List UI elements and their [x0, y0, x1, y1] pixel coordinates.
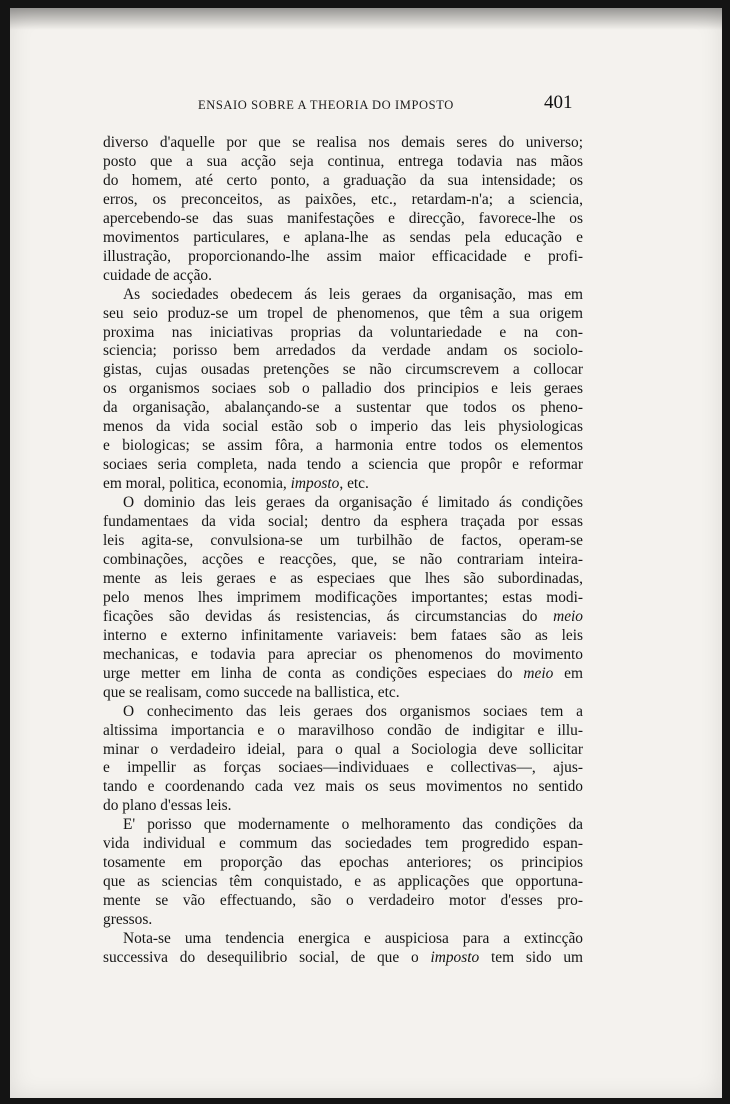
text-line: e impellir as forças sociaes—individuaes e collectivas—, ajus-: [103, 759, 583, 777]
running-title: ENSAIO SOBRE A THEORIA DO IMPOSTO: [198, 98, 454, 112]
text-line: sociaes seria completa, nada tendo a sciencia que propôr e reformar: [103, 456, 583, 474]
text-line: os organismos sociaes sob o palladio dos principios e leis geraes: [103, 380, 583, 398]
text-line: O dominio das leis geraes da organisação é limitado ás condições: [123, 494, 583, 512]
text-line: As sociedades obedecem ás leis geraes da organisação, mas em: [123, 285, 583, 303]
text-line: leis agita-se, convulsiona-se um turbilhão de factos, operam-se: [103, 532, 583, 550]
text-line: da organisação, abalançando-se a sustentar que todos os pheno-: [103, 399, 583, 417]
text-line: tosamente em proporção das epochas anteriores; os principios: [103, 854, 583, 872]
text-line-with-italic: urge metter em linha de conta as condições especiaes do meio em: [103, 664, 583, 682]
text-line: mente as leis geraes e as especiaes que lhes são subordinadas,: [103, 569, 583, 587]
text-line: tando e coordenando cada vez mais os seus movimentos no sentido: [103, 778, 583, 796]
text-line: combinações, acções e reacções, que, se não contrariam inteira-: [103, 550, 583, 568]
text-line: illustração, proporcionando-lhe assim maior efficacidade e profi-: [103, 247, 583, 265]
paragraph-6: [103, 930, 583, 968]
text-line: fundamentaes da vida social; dentro da esphera traçada por essas: [103, 513, 583, 531]
text-line: mechanicas, e todavia para apreciar os phenomenos do movimento: [103, 645, 583, 663]
text-line: mente se vão effectuando, são o verdadeiro motor d'esses pro-: [103, 892, 583, 910]
text-line: do plano d'essas leis.: [103, 797, 232, 815]
text-line: interno e externo infinitamente variaveis: bem fataes são as leis: [103, 626, 583, 644]
text-line: diverso d'aquelle por que se realisa nos demais seres do universo;: [103, 134, 583, 151]
text-line-with-italic: ficações são devidas ás resistencias, ás circumstancias do meio: [103, 607, 583, 625]
page-number: 401: [544, 92, 573, 113]
text-line: vida individual e commum das sociedades tem progredido espan-: [103, 835, 583, 853]
text-line: que se realisam, como succede na ballistica, etc.: [103, 683, 400, 701]
book-page: [10, 8, 722, 1098]
text-line: gressos.: [103, 911, 153, 929]
paragraph-4: [103, 703, 583, 817]
text-line: sciencia; porisso bem arredados da verdade andam os sociolo-: [103, 342, 583, 360]
paragraph-2: [103, 286, 583, 494]
text-line: Nota-se uma tendencia energica e auspiciosa para a extincção: [123, 930, 583, 948]
text-line: e biologicas; se assim fôra, a harmonia entre todos os elementos: [103, 437, 583, 455]
text-line-with-italic: em moral, politica, economia, imposto, etc.: [103, 475, 369, 493]
text-line: movimentos particulares, e aplana-lhe as sendas pela educação e: [103, 228, 583, 246]
text-line: proxima nas iniciativas proprias da voluntariedade e na con-: [103, 323, 583, 341]
text-line: gistas, cujas ousadas pretenções se não circumscrevem a collocar: [103, 361, 583, 379]
text-line: apercebendo-se das suas manifestações e direcção, favorece-lhe os: [103, 209, 583, 227]
text-line: do homem, até certo ponto, a graduação da sua intensidade; os: [103, 171, 583, 189]
italic-term: meio: [553, 607, 583, 625]
paragraph-1: [103, 134, 583, 286]
text-line: menos da vida social estão sob o imperio das leis physiologicas: [103, 418, 583, 436]
paragraph-3: [103, 494, 583, 702]
text-line: minar o verdadeiro ideial, para o qual a Sociologia deve sollicitar: [103, 740, 583, 758]
text-line: posto que a sua acção seja continua, entrega todavia nas mãos: [103, 152, 583, 170]
scan-shadow: [10, 8, 722, 30]
text-line: seu seio produz-se um tropel de phenomenos, que têm a sua origem: [103, 304, 583, 322]
text-line: E' porisso que modernamente o melhoramento das condições da: [123, 816, 583, 834]
text-line: cuidade de acção.: [103, 266, 212, 284]
page-header: [10, 92, 722, 118]
italic-term: imposto: [430, 948, 480, 966]
text-line: O conhecimento das leis geraes dos organismos sociaes tem a: [123, 702, 583, 720]
italic-term: imposto: [290, 475, 340, 493]
italic-term: meio: [523, 664, 554, 682]
text-line: altissima importancia e o maravilhoso condão de indigitar e illu-: [103, 721, 583, 739]
paragraph-5: [103, 816, 583, 930]
body-text: [103, 134, 583, 968]
text-line: pelo menos lhes imprimem modificações importantes; estas modi-: [103, 588, 583, 606]
text-line-with-italic: successiva do desequilibrio social, de que o imposto tem sido um: [103, 948, 583, 966]
text-line: erros, os preconceitos, as paixões, etc., retardam-n'a; a sciencia,: [103, 190, 583, 208]
text-line: que as sciencias têm conquistado, e as applicações que opportuna-: [103, 873, 583, 891]
